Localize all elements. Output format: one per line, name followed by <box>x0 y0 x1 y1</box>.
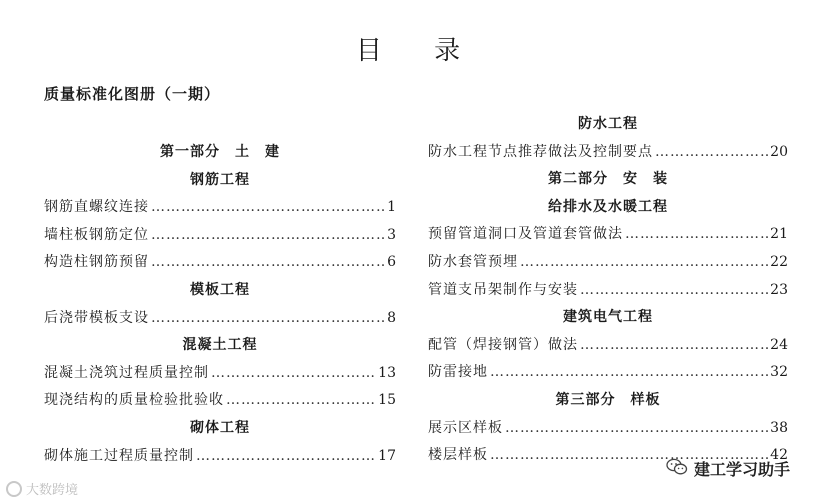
section-heading: 砌体工程 <box>190 419 250 436</box>
toc-entry-label: 防水工程节点推荐做法及控制要点 <box>428 143 653 160</box>
dot-leader <box>490 359 768 387</box>
toc-entry[interactable] <box>428 415 788 443</box>
toc-entry-label: 防水套管预埋 <box>428 253 518 270</box>
section-heading: 第三部分 样板 <box>555 391 661 408</box>
toc-entry-label: 管道支吊架制作与安装 <box>428 281 578 298</box>
toc-entry-label: 配管（焊接钢管）做法 <box>428 336 578 353</box>
toc-page-number: 8 <box>387 309 396 326</box>
toc-entry[interactable] <box>428 249 788 277</box>
circle-logo-icon <box>6 481 22 497</box>
dot-leader <box>580 332 768 360</box>
dot-leader <box>151 194 385 222</box>
toc-entry[interactable] <box>44 443 396 471</box>
toc-page-number: 23 <box>770 281 788 298</box>
toc-entry-label: 现浇结构的质量检验批验收 <box>44 392 224 409</box>
toc-entry-label: 后浇带模板支设 <box>44 309 149 326</box>
toc-page-number: 24 <box>770 336 788 353</box>
toc-page-number: 15 <box>378 392 396 409</box>
section-heading: 混凝土工程 <box>182 337 258 354</box>
watermark-right <box>666 457 790 480</box>
toc-page-number: 42 <box>770 447 788 464</box>
toc-page-number: 17 <box>378 447 396 464</box>
toc-page-number: 20 <box>770 143 788 160</box>
toc-entry-label: 展示区样板 <box>428 419 503 436</box>
toc-entry[interactable] <box>428 221 788 249</box>
toc-page-number: 1 <box>387 199 396 216</box>
toc-page-number: 3 <box>387 226 396 243</box>
booklet-subtitle: 质量标准化图册（一期） <box>44 85 221 103</box>
wechat-icon <box>666 458 688 480</box>
toc-entry-label: 构造柱钢筋预留 <box>44 254 149 271</box>
section-heading: 模板工程 <box>190 281 250 298</box>
dot-leader <box>196 443 376 471</box>
watermark-right-text: 建工学习助手 <box>693 460 790 479</box>
dot-leader <box>520 249 768 277</box>
watermark-left-text: 大数跨境 <box>26 483 79 498</box>
toc-entry-label: 墙柱板钢筋定位 <box>44 226 149 243</box>
toc-entry[interactable] <box>44 305 396 333</box>
toc-entry-label: 钢筋直螺纹连接 <box>44 199 149 216</box>
toc-entry-label: 混凝土浇筑过程质量控制 <box>44 364 209 381</box>
toc-entry[interactable] <box>44 249 396 277</box>
toc-entry-label: 预留管道洞口及管道套管做法 <box>428 226 623 243</box>
section-heading: 钢筋工程 <box>190 171 250 188</box>
section-heading: 建筑电气工程 <box>563 309 653 326</box>
toc-right-column <box>428 111 788 470</box>
section-heading: 给排水及水暖工程 <box>548 198 668 215</box>
dot-leader <box>505 415 768 443</box>
toc-entry[interactable] <box>44 387 396 415</box>
dot-leader <box>151 222 385 250</box>
toc-entry[interactable] <box>428 359 788 387</box>
toc-page-number: 21 <box>770 226 788 243</box>
toc-entry[interactable] <box>428 277 788 305</box>
toc-entry-label: 楼层样板 <box>428 447 488 464</box>
toc-page-number: 38 <box>770 419 788 436</box>
toc-page-number: 22 <box>770 253 788 270</box>
toc-entry[interactable] <box>44 222 396 250</box>
toc-entry-label: 砌体施工过程质量控制 <box>44 447 194 464</box>
toc-page-number: 6 <box>387 254 396 271</box>
section-heading: 第二部分 安 装 <box>548 171 668 188</box>
dot-leader <box>580 277 768 305</box>
section-heading: 防水工程 <box>578 116 638 132</box>
toc-page-number: 13 <box>378 364 396 381</box>
toc-title: 目 录 <box>355 36 483 66</box>
dot-leader <box>655 139 768 167</box>
watermark-left <box>6 479 78 498</box>
toc-left-column <box>44 139 396 470</box>
toc-entry-label: 防雷接地 <box>428 364 488 381</box>
toc-entry[interactable] <box>428 332 788 360</box>
dot-leader <box>211 360 376 388</box>
dot-leader <box>151 305 385 333</box>
dot-leader <box>226 387 376 415</box>
section-heading: 第一部分 土 建 <box>160 144 280 160</box>
dot-leader <box>625 221 768 249</box>
dot-leader <box>151 249 385 277</box>
toc-page-number: 32 <box>770 364 788 381</box>
toc-entry[interactable] <box>428 139 788 167</box>
toc-entry[interactable] <box>44 360 396 388</box>
toc-entry[interactable] <box>44 194 396 222</box>
